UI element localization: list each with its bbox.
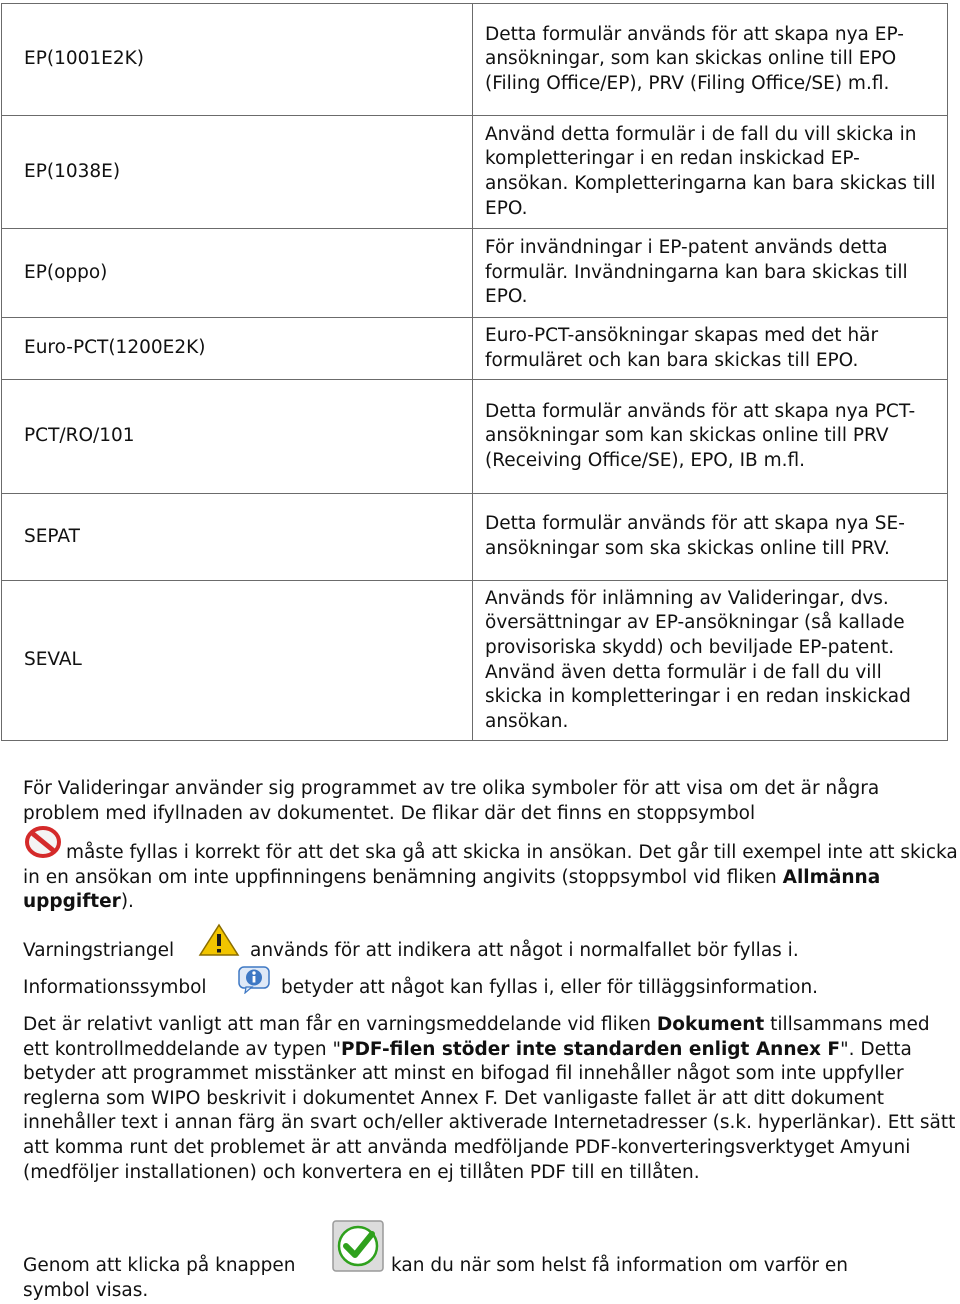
form-description: Använd detta formulär i de fall du vill skicka in kompletteringar i en redan inskickad EP-ansökan. Kompletteringarna kan bara skickas till EPO.	[473, 116, 948, 229]
warning-explanation: används för att indikera att något i normalfallet bör fyllas i.	[250, 940, 799, 961]
tab-name-dokument: Dokument	[656, 1014, 765, 1035]
table-row	[2, 380, 948, 494]
warning-label: Varningstriangel	[23, 940, 175, 961]
form-description: Detta formulär används för att skapa nya PCT-ansökningar som kan skickas online till PRV (Receiving Office/SE), EPO, IB m.fl.	[473, 380, 948, 494]
form-description: Euro-PCT-ansökningar skapas med det här formuläret och kan bara skickas till EPO.	[473, 318, 948, 380]
info-explanation: betyder att något kan fyllas i, eller för tilläggsinformation.	[281, 977, 819, 998]
form-code: EP(oppo)	[2, 229, 473, 318]
form-code: SEPAT	[2, 494, 473, 581]
table-row	[2, 4, 948, 116]
table-row	[2, 229, 948, 318]
form-code: Euro-PCT(1200E2K)	[2, 318, 473, 380]
form-description: Används för inlämning av Valideringar, dvs. översättningar av EP-ansökningar (så kallade provisoriska skydd) och beviljade EP-patent. Använd även detta formulär i de fall du vill skicka in kompletteringar i en redan inskickad ansökan.	[473, 581, 948, 741]
form-code: PCT/RO/101	[2, 380, 473, 494]
control-message: PDF-filen stöder inte standarden enligt Annex F	[341, 1038, 841, 1060]
form-description: För invändningar i EP-patent används detta formulär. Invändningarna kan bara skickas till EPO.	[473, 229, 948, 318]
validation-intro: För Valideringar använder sig programmet av tre olika symboler för att visa om det är några problem med ifyllnaden av dokumentet. De flikar där det finns en stoppsymbol	[23, 778, 880, 824]
table-row	[2, 581, 948, 741]
form-description: Detta formulär används för att skapa nya EP-ansökningar, som kan skickas online till EPO (Filing Office/EP), PRV (Filing Office/SE) m.fl.	[473, 4, 948, 116]
form-code: EP(1038E)	[2, 116, 473, 229]
form-description: Detta formulär används för att skapa nya SE-ansökningar som ska skickas online till PRV.	[473, 494, 948, 581]
info-icon	[237, 964, 271, 994]
form-code: SEVAL	[2, 581, 473, 741]
check-note-line2: symbol visas.	[23, 1280, 149, 1301]
check-note-line1: Genom att klicka på knappen	[23, 1255, 296, 1276]
warning-triangle-icon	[198, 923, 240, 957]
form-code: EP(1001E2K)	[2, 4, 473, 116]
table-row	[2, 318, 948, 380]
info-label: Informationssymbol	[23, 977, 207, 998]
check-button-icon	[332, 1220, 384, 1272]
check-note-after: kan du när som helst få information om varför en	[391, 1255, 849, 1276]
stop-explanation: måste fyllas i korrekt för att det ska gå att skicka in ansökan. Det går till exempel inte att skicka in en ansökan om inte uppfinningens benämning angivits (stoppsymbol vid fliken Allmänna uppgifter).	[23, 842, 958, 913]
pdf-annex-note: Det är relativt vanligt att man får en varningsmeddelande vid fliken Dokument tillsammans med ett kontrollmeddelande av typen "PDF-filen stöder inte standarden enligt Annex F". Detta betyder att programmet misstänker att minst en bifogad fil innehåller något som inte uppfyller reglerna som WIPO beskrivit i dokumentet Annex F. Det vanligaste fallet är att ditt dokument innehåller text i annan färg än svart och/eller aktiverade Internetadresser (s.k. hyperlänkar). Ett sätt att komma runt det problemet är att använda medföljande PDF-konverteringsverktyget Amyuni (medföljer installationen) och konvertera en ej tillåten PDF till en tillåten.	[23, 1014, 956, 1183]
forms-table	[1, 3, 948, 741]
table-row	[2, 494, 948, 581]
tab-name-allmanna: Allmänna uppgifter	[23, 866, 881, 913]
table-row	[2, 116, 948, 229]
